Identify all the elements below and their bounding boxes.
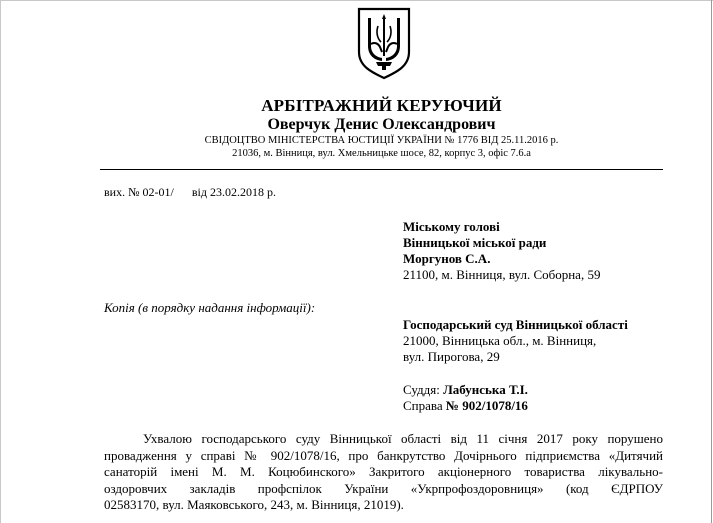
reference-line	[104, 185, 276, 200]
body-line: санаторій імені М. М. Коцюбинского» Закритого акціонерного товариства лікувально-	[104, 464, 663, 479]
letterhead-title: АРБІТРАЖНИЙ КЕРУЮЧИЙ	[261, 96, 502, 115]
case-block	[403, 382, 528, 414]
case-number: № 902/1078/16	[445, 398, 528, 413]
body-line: 02583170, вул. Маяковського, 243, м. Вінниця, 21019).	[104, 497, 404, 512]
judge-name: Лабунська Т.І.	[443, 382, 528, 397]
outgoing-number: вих. № 02-01/	[104, 185, 174, 199]
recipient-block	[403, 219, 600, 283]
letterhead-divider	[100, 169, 663, 170]
court-address-line: вул. Пирогова, 29	[403, 349, 500, 364]
coat-of-arms-icon	[356, 6, 412, 80]
letterhead-certificate: СВІДОЦТВО МІНІСТЕРСТВА ЮСТИЦІЇ УКРАЇНИ № 1776 ВІД 25.11.2016 р.	[204, 135, 559, 146]
letterhead-name: Оверчук Денис Олександрович	[267, 116, 496, 133]
body-line: Ухвалою господарського суду Вінницької області від 11 січня 2017 року порушено	[143, 431, 663, 446]
judge-label: Суддя:	[403, 382, 444, 397]
recipient-line: Міському голові	[403, 219, 500, 234]
body-line: оздоровчих закладів профспілок України «Укрпрофоздоровниця» (код ЄДРПОУ	[104, 480, 663, 496]
court-name: Господарський суд Вінницької області	[403, 317, 628, 332]
letterhead-address: 21036, м. Вінниця, вул. Хмельницьке шосе, 82, корпус 3, офіс 7.6.а	[232, 148, 531, 159]
recipient-line: Моргунов С.А.	[403, 251, 491, 266]
copy-label: Копія (в порядку надання інформації):	[104, 300, 316, 315]
letterhead	[100, 96, 663, 160]
court-address-line: 21000, Вінницька обл., м. Вінниця,	[403, 333, 597, 348]
page-border-right	[711, 0, 712, 523]
body-line: провадження у справі № 902/1078/16, про банкрутство Дочірнього підприємства «Дитячий	[104, 447, 663, 463]
letter-body	[104, 431, 663, 514]
recipient-address: 21100, м. Вінниця, вул. Соборна, 59	[403, 267, 601, 282]
recipient-line: Вінницької міської ради	[403, 235, 547, 250]
judge-line	[403, 382, 528, 398]
case-label: Справа	[403, 398, 446, 413]
letter-date: від 23.02.2018 р.	[191, 185, 276, 199]
court-block	[403, 317, 628, 365]
page-border-left	[0, 0, 1, 523]
case-line	[403, 398, 528, 414]
page-border-top	[0, 0, 713, 1]
